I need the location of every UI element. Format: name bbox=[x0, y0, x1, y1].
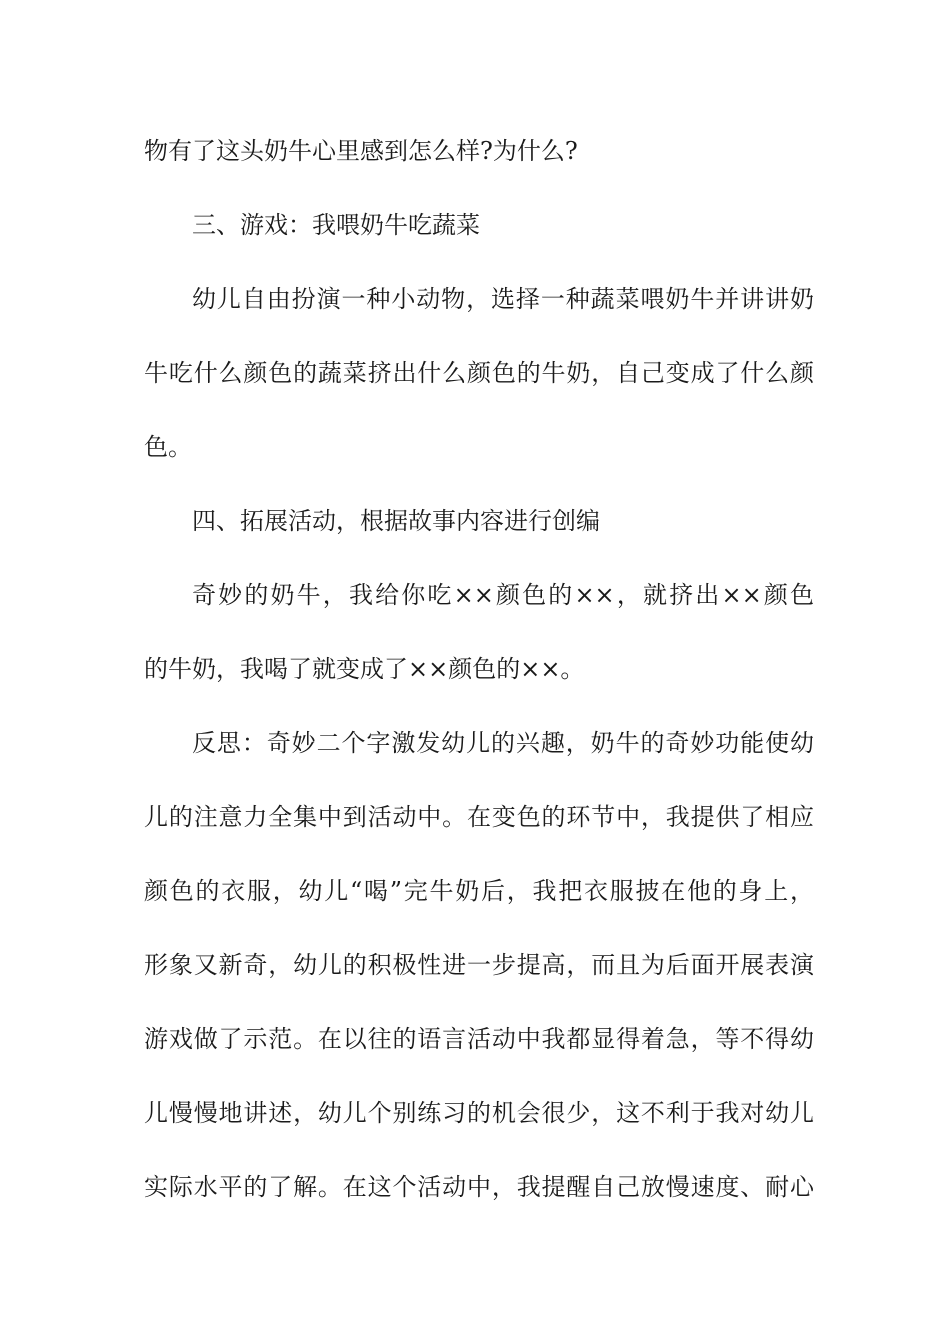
paragraph-line-8: 的牛奶，我喝了就变成了××颜色的××。 bbox=[144, 655, 585, 683]
paragraph-line-7: 奇妙的奶牛，我给你吃××颜色的××，就挤出××颜色 bbox=[192, 581, 814, 609]
paragraph-line-9: 反思：奇妙二个字激发幼儿的兴趣，奶牛的奇妙功能使幼 bbox=[192, 729, 814, 757]
section-heading-extension: 四、拓展活动，根据故事内容进行创编 bbox=[192, 507, 600, 535]
paragraph-line-1: 物有了这头奶牛心里感到怎么样?为什么? bbox=[144, 137, 578, 165]
paragraph-line-14: 儿慢慢地讲述，幼儿个别练习的机会很少，这不利于我对幼儿 bbox=[144, 1099, 814, 1127]
section-heading-game: 三、游戏：我喂奶牛吃蔬菜 bbox=[192, 211, 480, 239]
paragraph-line-4: 牛吃什么颜色的蔬菜挤出什么颜色的牛奶，自己变成了什么颜 bbox=[144, 359, 814, 387]
paragraph-line-3: 幼儿自由扮演一种小动物，选择一种蔬菜喂奶牛并讲讲奶 bbox=[192, 285, 814, 313]
paragraph-line-5: 色。 bbox=[144, 433, 192, 461]
paragraph-line-10: 儿的注意力全集中到活动中。在变色的环节中，我提供了相应 bbox=[144, 803, 814, 831]
paragraph-line-12: 形象又新奇，幼儿的积极性进一步提高，而且为后面开展表演 bbox=[144, 951, 814, 979]
paragraph-line-15: 实际水平的了解。在这个活动中，我提醒自己放慢速度、耐心 bbox=[144, 1173, 814, 1201]
paragraph-line-11: 颜色的衣服，幼儿“喝”完牛奶后，我把衣服披在他的身上， bbox=[144, 877, 814, 905]
paragraph-line-13: 游戏做了示范。在以往的语言活动中我都显得着急，等不得幼 bbox=[144, 1025, 814, 1053]
